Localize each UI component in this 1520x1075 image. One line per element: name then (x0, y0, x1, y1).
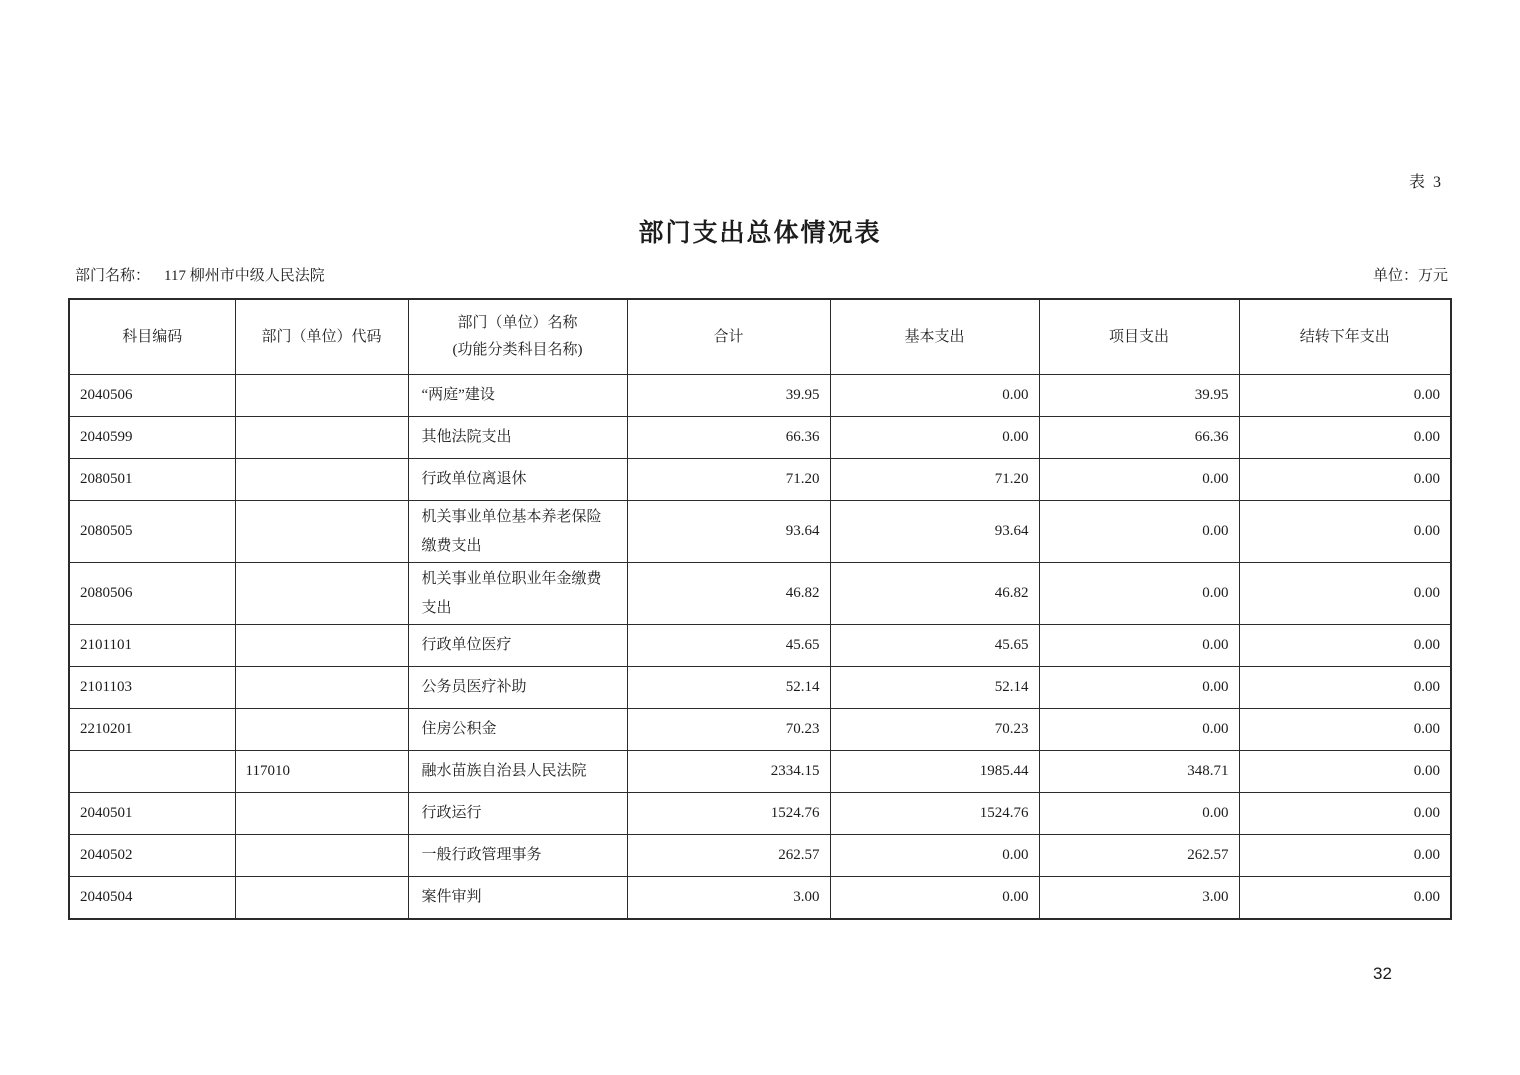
subject-code-cell: 2101103 (69, 667, 235, 709)
project-cell: 0.00 (1039, 793, 1239, 835)
department-name-label: 部门名称： (75, 268, 151, 284)
project-cell: 0.00 (1039, 563, 1239, 625)
subject-code-cell: 2210201 (69, 709, 235, 751)
table-row (69, 709, 1451, 751)
unit-code-cell (235, 877, 408, 920)
subject-code-cell: 2040504 (69, 877, 235, 920)
unit-code-cell (235, 625, 408, 667)
subject-code-cell: 2040506 (69, 375, 235, 417)
table-row (69, 625, 1451, 667)
total-cell: 3.00 (627, 877, 830, 920)
header-carryover: 结转下年支出 (1239, 299, 1451, 375)
project-cell: 0.00 (1039, 667, 1239, 709)
project-cell: 39.95 (1039, 375, 1239, 417)
name-cell: “两庭”建设 (408, 375, 627, 417)
header-unit-name (408, 299, 627, 375)
unit-code-cell (235, 459, 408, 501)
unit-code-cell (235, 563, 408, 625)
name-cell: 行政单位离退休 (408, 459, 627, 501)
total-cell: 52.14 (627, 667, 830, 709)
name-cell: 其他法院支出 (408, 417, 627, 459)
unit-code-cell (235, 501, 408, 563)
carryover-cell: 0.00 (1239, 793, 1451, 835)
basic-cell: 0.00 (830, 835, 1039, 877)
table-header-row (69, 299, 1451, 375)
header-basic: 基本支出 (830, 299, 1039, 375)
table-row (69, 793, 1451, 835)
name-cell: 公务员医疗补助 (408, 667, 627, 709)
subject-code-cell: 2080506 (69, 563, 235, 625)
project-cell: 66.36 (1039, 417, 1239, 459)
header-unit-name-line2: (功能分类科目名称) (452, 342, 583, 358)
unit-code-cell (235, 793, 408, 835)
unit-code-cell (235, 375, 408, 417)
subject-code-cell: 2040599 (69, 417, 235, 459)
carryover-cell: 0.00 (1239, 667, 1451, 709)
total-cell: 70.23 (627, 709, 830, 751)
subject-code-cell: 2080505 (69, 501, 235, 563)
unit-code-cell (235, 835, 408, 877)
total-cell: 39.95 (627, 375, 830, 417)
carryover-cell: 0.00 (1239, 709, 1451, 751)
page-title: 部门支出总体情况表 (638, 220, 882, 247)
table-row (69, 751, 1451, 793)
carryover-cell: 0.00 (1239, 625, 1451, 667)
unit-code-cell: 117010 (235, 751, 408, 793)
table-row (69, 417, 1451, 459)
name-cell: 住房公积金 (408, 709, 627, 751)
carryover-cell: 0.00 (1239, 835, 1451, 877)
basic-cell: 46.82 (830, 563, 1039, 625)
department-name (75, 264, 325, 285)
table-label: 表 3 (1408, 174, 1443, 191)
meta-row (75, 264, 1448, 285)
project-cell: 348.71 (1039, 751, 1239, 793)
carryover-cell: 0.00 (1239, 501, 1451, 563)
name-cell: 案件审判 (408, 877, 627, 920)
table-row (69, 501, 1451, 563)
table-row (69, 459, 1451, 501)
total-cell: 1524.76 (627, 793, 830, 835)
name-cell: 机关事业单位职业年金缴费支出 (408, 563, 627, 625)
table-row (69, 563, 1451, 625)
subject-code-cell: 2040501 (69, 793, 235, 835)
table-row (69, 375, 1451, 417)
name-cell: 行政运行 (408, 793, 627, 835)
project-cell: 0.00 (1039, 625, 1239, 667)
carryover-cell: 0.00 (1239, 877, 1451, 920)
department-name-value: 117 柳州市中级人民法院 (164, 268, 325, 284)
basic-cell: 52.14 (830, 667, 1039, 709)
basic-cell: 71.20 (830, 459, 1039, 501)
expenditure-table (68, 298, 1452, 920)
basic-cell: 1524.76 (830, 793, 1039, 835)
project-cell: 0.00 (1039, 459, 1239, 501)
carryover-cell: 0.00 (1239, 751, 1451, 793)
basic-cell: 70.23 (830, 709, 1039, 751)
page-number: 32 (1373, 964, 1392, 983)
total-cell: 66.36 (627, 417, 830, 459)
header-project: 项目支出 (1039, 299, 1239, 375)
total-cell: 46.82 (627, 563, 830, 625)
total-cell: 2334.15 (627, 751, 830, 793)
header-total: 合计 (627, 299, 830, 375)
total-cell: 45.65 (627, 625, 830, 667)
subject-code-cell (69, 751, 235, 793)
carryover-cell: 0.00 (1239, 459, 1451, 501)
subject-code-cell: 2101101 (69, 625, 235, 667)
name-cell: 一般行政管理事务 (408, 835, 627, 877)
table-row (69, 877, 1451, 920)
project-cell: 0.00 (1039, 501, 1239, 563)
project-cell: 262.57 (1039, 835, 1239, 877)
table-row (69, 667, 1451, 709)
basic-cell: 45.65 (830, 625, 1039, 667)
carryover-cell: 0.00 (1239, 417, 1451, 459)
basic-cell: 0.00 (830, 375, 1039, 417)
name-cell: 行政单位医疗 (408, 625, 627, 667)
header-unit-name-line1: 部门（单位）名称 (457, 315, 578, 331)
project-cell: 0.00 (1039, 709, 1239, 751)
project-cell: 3.00 (1039, 877, 1239, 920)
basic-cell: 93.64 (830, 501, 1039, 563)
carryover-cell: 0.00 (1239, 563, 1451, 625)
unit-code-cell (235, 667, 408, 709)
carryover-cell: 0.00 (1239, 375, 1451, 417)
basic-cell: 0.00 (830, 877, 1039, 920)
total-cell: 71.20 (627, 459, 830, 501)
subject-code-cell: 2080501 (69, 459, 235, 501)
header-unit-code: 部门（单位）代码 (235, 299, 408, 375)
name-cell: 融水苗族自治县人民法院 (408, 751, 627, 793)
basic-cell: 0.00 (830, 417, 1039, 459)
subject-code-cell: 2040502 (69, 835, 235, 877)
total-cell: 262.57 (627, 835, 830, 877)
table-row (69, 835, 1451, 877)
total-cell: 93.64 (627, 501, 830, 563)
header-subject-code: 科目编码 (69, 299, 235, 375)
name-cell: 机关事业单位基本养老保险缴费支出 (408, 501, 627, 563)
basic-cell: 1985.44 (830, 751, 1039, 793)
unit-code-cell (235, 417, 408, 459)
unit-code-cell (235, 709, 408, 751)
unit-label: 单位：万元 (1372, 268, 1448, 284)
